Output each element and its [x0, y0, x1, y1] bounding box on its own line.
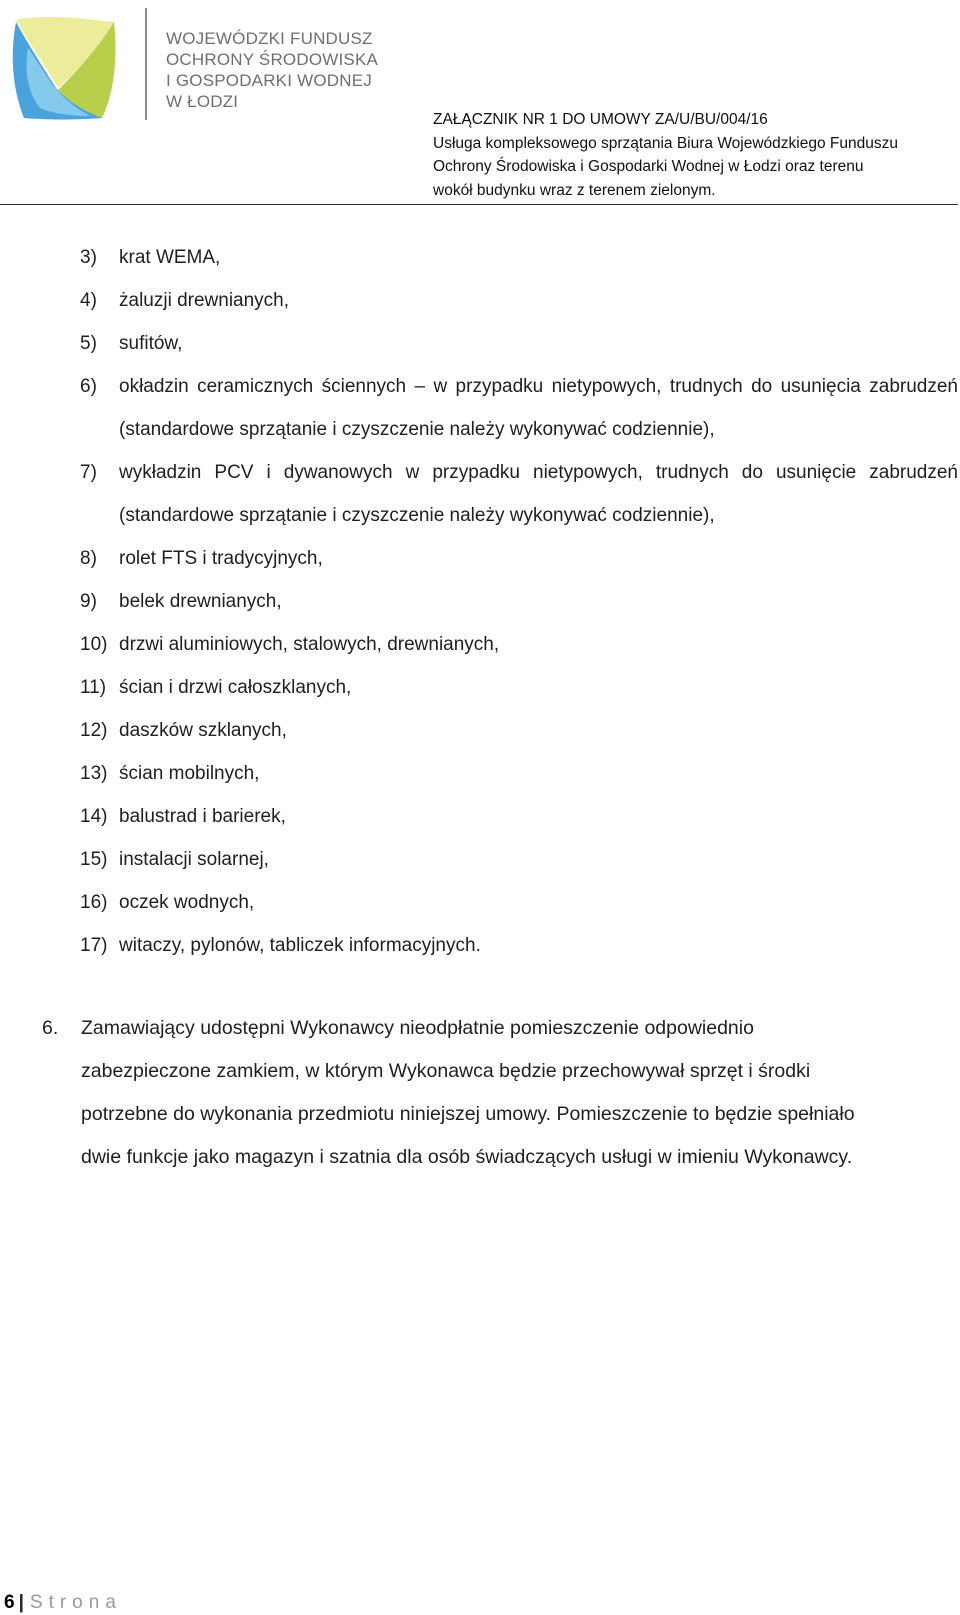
list-item-number: 15) [80, 849, 108, 870]
list-item-number: 7) [80, 462, 97, 483]
list-item-text: belek drewnianych, [119, 591, 282, 612]
footer-separator: | [18, 1592, 24, 1613]
list-item-number: 10) [80, 634, 108, 655]
org-name-line: OCHRONY ŚRODOWISKA [166, 50, 379, 69]
list-item-number: 13) [80, 763, 108, 784]
list-item [80, 279, 958, 322]
paragraph-line: zabezpieczone zamkiem, w którym Wykonawca będzie przechowywał sprzęt i środki [81, 1060, 811, 1082]
list-item [80, 666, 958, 709]
list-item-text: drzwi aluminiowych, stalowych, drewnianych, [119, 634, 500, 655]
attachment-title: ZAŁĄCZNIK NR 1 DO UMOWY ZA/U/BU/004/16 [433, 111, 768, 128]
list-item-text: okładzin ceramicznych ściennych – w przypadku nietypowych, trudnych do usunięcia zabrudzeń (standardowe sprzątanie i czyszczenie należy wykonywać codziennie), [119, 376, 958, 440]
attachment-subtitle-line: Usługa kompleksowego sprzątania Biura Wojewódzkiego Funduszu [433, 134, 898, 152]
header-divider [145, 8, 147, 120]
list-item [80, 795, 958, 838]
org-name-line: I GOSPODARKI WODNEJ [166, 71, 372, 90]
paragraph-number: 6. [42, 1017, 59, 1039]
page-footer [4, 1592, 122, 1614]
list-item [80, 322, 958, 365]
list-item-number: 8) [80, 548, 97, 569]
list-item [80, 709, 958, 752]
org-name-line: WOJEWÓDZKI FUNDUSZ [166, 29, 373, 48]
paragraph-line: Zamawiający udostępni Wykonawcy nieodpłatnie pomieszczenie odpowiednio [81, 1017, 754, 1039]
list-item-number: 6) [80, 376, 97, 397]
list-item-number: 12) [80, 720, 108, 741]
paragraph-text [81, 1007, 942, 1179]
list-item [80, 236, 958, 279]
list-item [80, 838, 958, 881]
list-item [80, 881, 958, 924]
page-label: Strona [29, 1592, 122, 1613]
list-item-number: 16) [80, 892, 108, 913]
list-item-number: 11) [80, 677, 107, 698]
list-item-text: balustrad i barierek, [119, 806, 286, 827]
list-item-text: oczek wodnych, [119, 892, 255, 913]
attachment-subtitle-line: Ochrony Środowiska i Gospodarki Wodnej w Łodzi oraz terenu [433, 158, 864, 175]
numbered-list [80, 236, 958, 967]
list-item-number: 14) [80, 806, 108, 827]
paragraph-line: dwie funkcje jako magazyn i szatnia dla osób świadczących usługi w imieniu Wykonawcy. [81, 1146, 853, 1168]
page-number: 6 [4, 1592, 15, 1613]
list-item-text: instalacji solarnej, [119, 849, 269, 870]
list-item [80, 580, 958, 623]
paragraph-6 [42, 1007, 942, 1179]
list-item-text: daszków szklanych, [119, 720, 287, 741]
list-item [80, 365, 958, 451]
list-item [80, 451, 958, 537]
organization-name [166, 28, 378, 112]
org-name-line: W ŁODZI [166, 92, 239, 111]
list-item-text: rolet FTS i tradycyjnych, [119, 548, 323, 569]
list-item-text: wykładzin PCV i dywanowych w przypadku nietypowych, trudnych do usunięcie zabrudzeń (standardowe sprzątanie i czyszczenie należy wykonywać codziennie), [119, 462, 958, 526]
attachment-subtitle-line: wokół budynku wraz z terenem zielonym. [433, 181, 716, 199]
attachment-header [433, 108, 898, 202]
list-item-number: 3) [80, 247, 97, 268]
list-item-number: 9) [80, 591, 97, 612]
list-item-text: żaluzji drewnianych, [119, 290, 290, 311]
list-item-number: 4) [80, 290, 97, 311]
list-item-text: sufitów, [119, 333, 183, 354]
list-item [80, 537, 958, 580]
paragraph-line: potrzebne do wykonania przedmiotu niniejszej umowy. Pomieszczenie to będzie spełniało [81, 1103, 855, 1125]
list-item-text: ścian i drzwi całoszklanych, [119, 677, 352, 698]
list-item [80, 752, 958, 795]
list-item [80, 924, 958, 967]
list-item-number: 17) [80, 935, 108, 956]
list-item-text: krat WEMA, [119, 247, 221, 268]
list-item-text: witaczy, pylonów, tabliczek informacyjnych. [119, 935, 481, 956]
list-item-text: ścian mobilnych, [119, 763, 260, 784]
list-item [80, 623, 958, 666]
wfosigw-logo-icon [6, 8, 121, 123]
list-item-number: 5) [80, 333, 97, 354]
header-rule [0, 204, 958, 205]
